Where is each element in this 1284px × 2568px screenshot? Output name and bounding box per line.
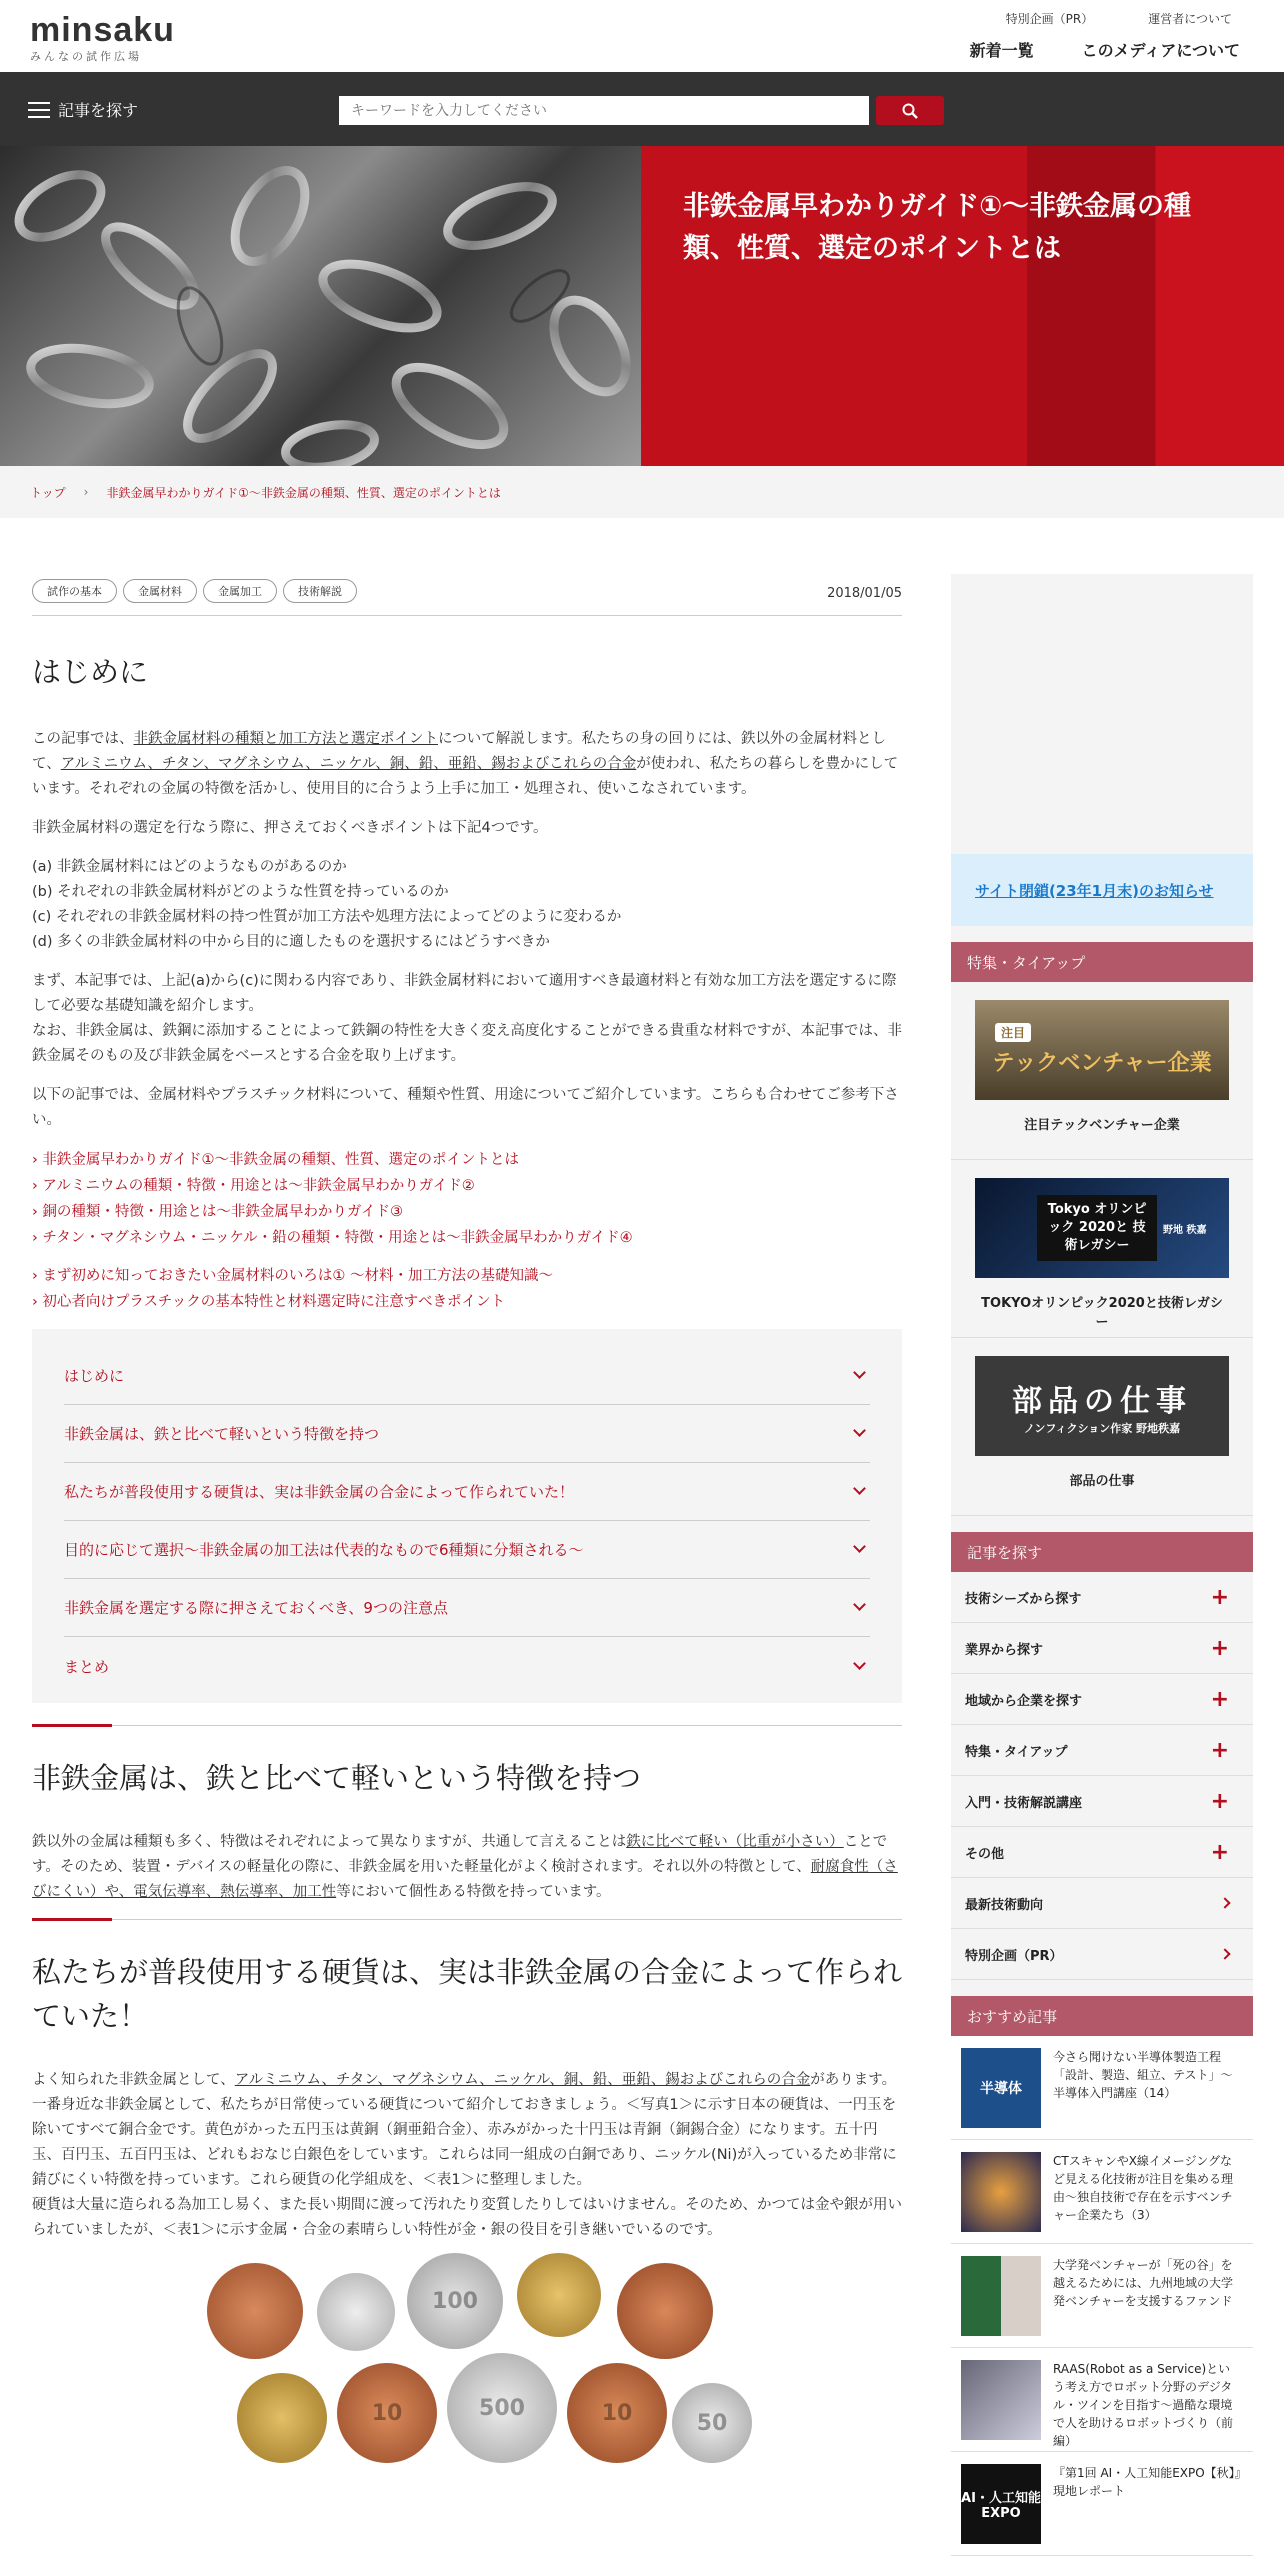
coin (517, 2253, 601, 2337)
coin: 100 (407, 2253, 503, 2349)
category-label: 入門・技術解説講座 (965, 1795, 1083, 1811)
header-top-links (951, 10, 1232, 27)
recommend-thumbnail (961, 2360, 1041, 2440)
plus-icon: + (1210, 1788, 1229, 1814)
recommend-item[interactable] (951, 2140, 1253, 2244)
toc-item[interactable] (64, 1463, 870, 1521)
chevron-down-icon (853, 1598, 866, 1611)
hero-image (0, 146, 641, 466)
category-label: 特集・タイアップ (965, 1744, 1068, 1760)
text: 一番身近な非鉄金属として、私たちが日常使っている硬貨について紹介しておきましょう。＜写真1＞に示す日本の硬貨は、一円玉を除いてすべて銅合金です。黄色がかった五円玉は黄銅（銅亜鉛合金）、赤みがかった十円玉は青銅（銅錫合金）になります。五十円玉、百円玉、五百円玉は、どれもおなじ白銀色をしています。これらは同一組成の白銅であり、ニッケル(Ni)が入っているため非常に錆びにくい特徴を持っています。これら硬貨の化学組成を、＜表1＞に整理しました。 (32, 2097, 897, 2188)
link-operator[interactable]: 運営者について (1148, 12, 1232, 26)
feature-card[interactable] (951, 1338, 1253, 1516)
recommend-item[interactable] (951, 2348, 1253, 2452)
plus-icon: + (1210, 1635, 1229, 1661)
recommend-heading: おすすめ記事 (951, 1996, 1253, 2036)
coin: 10 (337, 2363, 437, 2463)
chevron-down-icon (853, 1657, 866, 1670)
coin: 10 (567, 2363, 667, 2463)
publish-date: 2018/01/05 (827, 586, 902, 601)
recommend-item[interactable] (951, 2452, 1253, 2556)
search-input[interactable] (339, 96, 869, 125)
search-category[interactable] (951, 1827, 1253, 1878)
coin: 50 (672, 2383, 752, 2463)
chevron-right-icon (1219, 1948, 1230, 1959)
text: この記事では、 (32, 731, 134, 747)
coin (207, 2263, 303, 2359)
underlined-text: 非鉄金属材料の種類と加工方法と選定ポイント (133, 731, 438, 747)
chevron-down-icon (853, 1366, 866, 1379)
related-link[interactable]: › まず初めに知っておきたい金属材料のいろは① ～材料・加工方法の基礎知識～ (32, 1263, 902, 1289)
tag-chip[interactable]: 金属加工 (203, 579, 277, 603)
link-special-pr[interactable]: 特別企画（PR） (1005, 12, 1094, 26)
feature-card[interactable] (951, 982, 1253, 1160)
toc-item[interactable] (64, 1579, 870, 1637)
header-nav (922, 38, 1240, 61)
related-links-2 (32, 1263, 902, 1315)
toc-item[interactable] (64, 1637, 870, 1695)
toc-item[interactable] (64, 1405, 870, 1463)
site-header (0, 0, 1284, 72)
text: 鉄以外の金属は種類も多く、特徴はそれぞれによって異なりますが、共通して言えることは (32, 1834, 627, 1850)
feature-label: 注目テックベンチャー企業 (1024, 1118, 1180, 1133)
sidebar-blank-area (951, 574, 1253, 854)
category-label: 最新技術動向 (965, 1897, 1044, 1913)
plus-icon: + (1210, 1839, 1229, 1865)
text: よく知られた非鉄金属として、 (32, 2072, 235, 2088)
breadcrumb (0, 466, 1284, 518)
feature-image-text: Tokyo オリンピック 2020と 技術レガシー (1037, 1195, 1157, 1261)
chevron-down-icon (853, 1424, 866, 1437)
toc-label: 私たちが普段使用する硬貨は、実は非鉄金属の合金によって作られていた！ (64, 1483, 575, 1501)
tag-chip[interactable]: 技術解説 (283, 579, 357, 603)
text: ことです。そのため、装置・デバイスの軽量化の際に、非鉄金属を用いた軽量化がよく検討されます。それ以外の特徴として、 (32, 1834, 888, 1875)
category-label: 特別企画（PR） (965, 1948, 1063, 1964)
search-category[interactable] (951, 1674, 1253, 1725)
plus-icon: + (1210, 1584, 1229, 1610)
search-heading: 記事を探す (951, 1532, 1253, 1572)
menu-button[interactable] (28, 98, 138, 121)
intro-paragraph-3 (32, 969, 902, 1069)
recommend-title: 今さら聞けない半導体製造工程「設計、製造、組立、テスト」～半導体入門講座（14） (1053, 2050, 1233, 2100)
text: 等において個性ある特徴を持っています。 (336, 1884, 611, 1900)
heading-light: 非鉄金属は、鉄と比べて軽いという特徴を持つ (32, 1761, 642, 1795)
feature-label: 部品の仕事 (1069, 1474, 1135, 1489)
hero-title-panel (641, 146, 1284, 466)
feature-card[interactable] (951, 1160, 1253, 1338)
toc-label: まとめ (64, 1657, 110, 1676)
chevron-down-icon (853, 1482, 866, 1495)
search-button[interactable] (876, 96, 944, 125)
search-category[interactable] (951, 1623, 1253, 1674)
recommend-thumbnail (961, 2152, 1041, 2232)
nav-about[interactable]: このメディアについて (1081, 41, 1240, 60)
toc-item[interactable] (64, 1521, 870, 1579)
intro-paragraph (32, 727, 902, 802)
point-item: (b) それぞれの非鉄金属材料がどのような性質を持っているのか (32, 884, 449, 900)
menu-label: 記事を探す (58, 101, 139, 120)
section-divider (32, 1725, 902, 1726)
category-label: 地域から企業を探す (965, 1693, 1083, 1709)
site-logo[interactable] (30, 12, 175, 64)
search-category[interactable] (951, 1572, 1253, 1623)
recommend-item[interactable] (951, 2036, 1253, 2140)
feature-badge: ノンフィクション作家 野地秩嘉 (1023, 1422, 1181, 1435)
coin (317, 2273, 395, 2351)
heading-coin: 私たちが普段使用する硬貨は、実は非鉄金属の合金によって作られていた！ (32, 1955, 903, 2033)
table-of-contents (32, 1329, 902, 1703)
recommend-title: RAAS(Robot as a Service)という考え方でロボット分野のデジタル・ツインを目指す～過酷な環境で人を助けるロボットづくり（前編） (1053, 2362, 1234, 2448)
related-links (32, 1147, 902, 1251)
breadcrumb-current[interactable]: 非鉄金属早わかりガイド①～非鉄金属の種類、性質、選定のポイントとは (106, 485, 501, 500)
toc-label: 非鉄金属を選定する際に押さえておくべき、9つの注意点 (64, 1599, 448, 1617)
plus-icon: + (1210, 1686, 1229, 1712)
recommend-title: 『第1回 AI・人工知能EXPO【秋】』現地レポート (1053, 2466, 1241, 2498)
recommend-thumbnail: AI・人工知能 EXPO (961, 2464, 1041, 2544)
text: 硬貨は大量に造られる為加工し易く、また長い期間に渡って汚れたり変質したりしてはいけません。そのため、かつては金や銀が用いられていましたが、＜表1＞に示す金属・合金の素晴らしい特性が金・銀の役目を引き継いでいるのです。 (32, 2197, 902, 2238)
related-link[interactable]: › アルミニウムの種類・特徴・用途とは～非鉄金属早わかりガイド② (32, 1173, 902, 1199)
hero-banner (0, 146, 1284, 466)
recommend-thumbnail (961, 2256, 1041, 2336)
feature-image (975, 1000, 1229, 1100)
search-bar (0, 72, 1284, 146)
feature-heading: 特集・タイアップ (951, 942, 1253, 982)
point-item: (a) 非鉄金属材料にはどのようなものがあるのか (32, 859, 347, 875)
light-paragraph (32, 1830, 902, 1905)
text: なお、非鉄金属は、鉄鋼に添加することによって鉄鋼の特性を大きく変え高度化することができる貴重な材料ですが、本記事では、非鉄金属そのもの及び非鉄金属をベースとする合金を取り上げます。 (32, 1023, 902, 1064)
coin (237, 2373, 327, 2463)
underlined-text: アルミニウム、チタン、マグネシウム、ニッケル、銅、鉛、亜鉛、錫およびこれらの合金 (234, 2072, 811, 2088)
feature-badge: 注目 (995, 1023, 1031, 1042)
recommend-title: 大学発ベンチャーが「死の谷」を越えるためには、九州地域の大学発ベンチャーを支援するファンド (1053, 2258, 1234, 2308)
text: まず、本記事では、上記(a)から(c)に関わる内容であり、非鉄金属材料において適用すべき最適材料と有効な加工方法を選定するに際して必要な基礎知識を紹介します。 (32, 973, 897, 1014)
feature-image-text: 部品の仕事 (1012, 1384, 1192, 1419)
article-title: 非鉄金属早わかりガイド①～非鉄金属の種類、性質、選定のポイントとは (683, 191, 1192, 264)
chevron-down-icon (853, 1540, 866, 1553)
chevron-right-icon: › (83, 485, 89, 499)
feature-badge: 野地 秩嘉 (1163, 1224, 1207, 1236)
category-label: その他 (965, 1846, 1005, 1862)
logo-subtext: みんなの試作広場 (30, 50, 142, 63)
points-list (32, 855, 902, 955)
underlined-text: 鉄に比べて軽い（比重が小さい） (626, 1834, 844, 1850)
category-label: 技術シーズから探す (965, 1591, 1082, 1607)
feature-label: TOKYOオリンピック2020と技術レガシー (981, 1296, 1223, 1330)
section-divider (32, 1919, 902, 1920)
related-link[interactable]: › 初心者向けプラスチックの基本特性と材料選定時に注意すべきポイント (32, 1289, 902, 1315)
feature-image (975, 1356, 1229, 1456)
heading-intro: はじめに (32, 655, 149, 689)
related-link[interactable]: › 銅の種類・特徴・用途とは～非鉄金属早わかりガイド③ (32, 1199, 902, 1225)
article-body (32, 574, 902, 2463)
tag-chip[interactable]: 金属材料 (123, 579, 197, 603)
recommend-item[interactable] (951, 2244, 1253, 2348)
related-link[interactable]: › チタン・マグネシウム・ニッケル・鉛の種類・特徴・用途とは～非鉄金属早わかりガイド④ (32, 1225, 902, 1251)
toc-item[interactable] (64, 1347, 870, 1405)
toc-label: はじめに (64, 1367, 125, 1385)
recommend-thumbnail: 半導体 (961, 2048, 1041, 2128)
underlined-text: 耐腐食性（さびにくい）や、電気伝導率、熱伝導率、加工性 (32, 1859, 898, 1900)
category-label: 業界から探す (965, 1642, 1044, 1658)
search-icon (902, 103, 918, 119)
search-category[interactable] (951, 1776, 1253, 1827)
toc-label: 目的に応じて選択～非鉄金属の加工法は代表的なもので6種類に分類される～ (64, 1541, 584, 1559)
intro-paragraph-5: 以下の記事では、金属材料やプラスチック材料について、種類や性質、用途についてご紹介しています。こちらも合わせてご参考下さい。 (32, 1087, 899, 1128)
related-link[interactable]: › 非鉄金属早わかりガイド①～非鉄金属の種類、性質、選定のポイントとは (32, 1147, 902, 1173)
search-category[interactable] (951, 1878, 1253, 1929)
coin (617, 2263, 713, 2359)
feature-image (975, 1178, 1229, 1278)
intro-paragraph-2: 非鉄金属材料の選定を行なう際に、押さえておくべきポイントは下記4つです。 (32, 820, 548, 836)
underlined-text: アルミニウム、チタン、マグネシウム、ニッケル、銅、鉛、亜鉛、錫およびこれらの合金 (60, 756, 637, 772)
breadcrumb-top[interactable]: トップ (30, 485, 66, 500)
coin: 500 (447, 2353, 557, 2463)
sidebar (951, 574, 1253, 2556)
text: について解説します。私たちの身の回りには、鉄以外の金属材料として、 (32, 731, 887, 772)
text: があります。 (810, 2072, 897, 2088)
notice-link[interactable]: サイト閉鎖(23年1月末)のお知らせ (951, 854, 1253, 926)
coins-photo (177, 2253, 757, 2463)
point-item: (d) 多くの非鉄金属材料の中から目的に適したものを選択するにはどうすべきか (32, 934, 550, 950)
logo-text: minsaku (30, 11, 175, 49)
tag-chip[interactable]: 試作の基本 (32, 579, 117, 603)
text: が使われ、私たちの暮らしを豊かにしています。それぞれの金属の特徴を活かし、使用目的に合うよう上手に加工・処理され、使いこなされています。 (32, 756, 899, 797)
search-category[interactable] (951, 1929, 1253, 1980)
nav-new-list[interactable]: 新着一覧 (969, 41, 1034, 60)
search-category[interactable] (951, 1725, 1253, 1776)
coin-paragraph (32, 2068, 902, 2243)
recommend-title: CTスキャンやX線イメージングなど見える化技術が注目を集める理由～独自技術で存在を示すベンチャー企業たち（3） (1053, 2154, 1234, 2222)
feature-image-text: テックベンチャー企業 (992, 1051, 1212, 1076)
tag-row (32, 574, 902, 616)
point-item: (c) それぞれの非鉄金属材料の持つ性質が加工方法や処理方法によってどのように変わるか (32, 909, 622, 925)
plus-icon: + (1210, 1737, 1229, 1763)
hamburger-icon (28, 102, 50, 118)
chevron-right-icon (1219, 1897, 1230, 1908)
toc-label: 非鉄金属は、鉄と比べて軽いという特徴を持つ (64, 1425, 380, 1443)
